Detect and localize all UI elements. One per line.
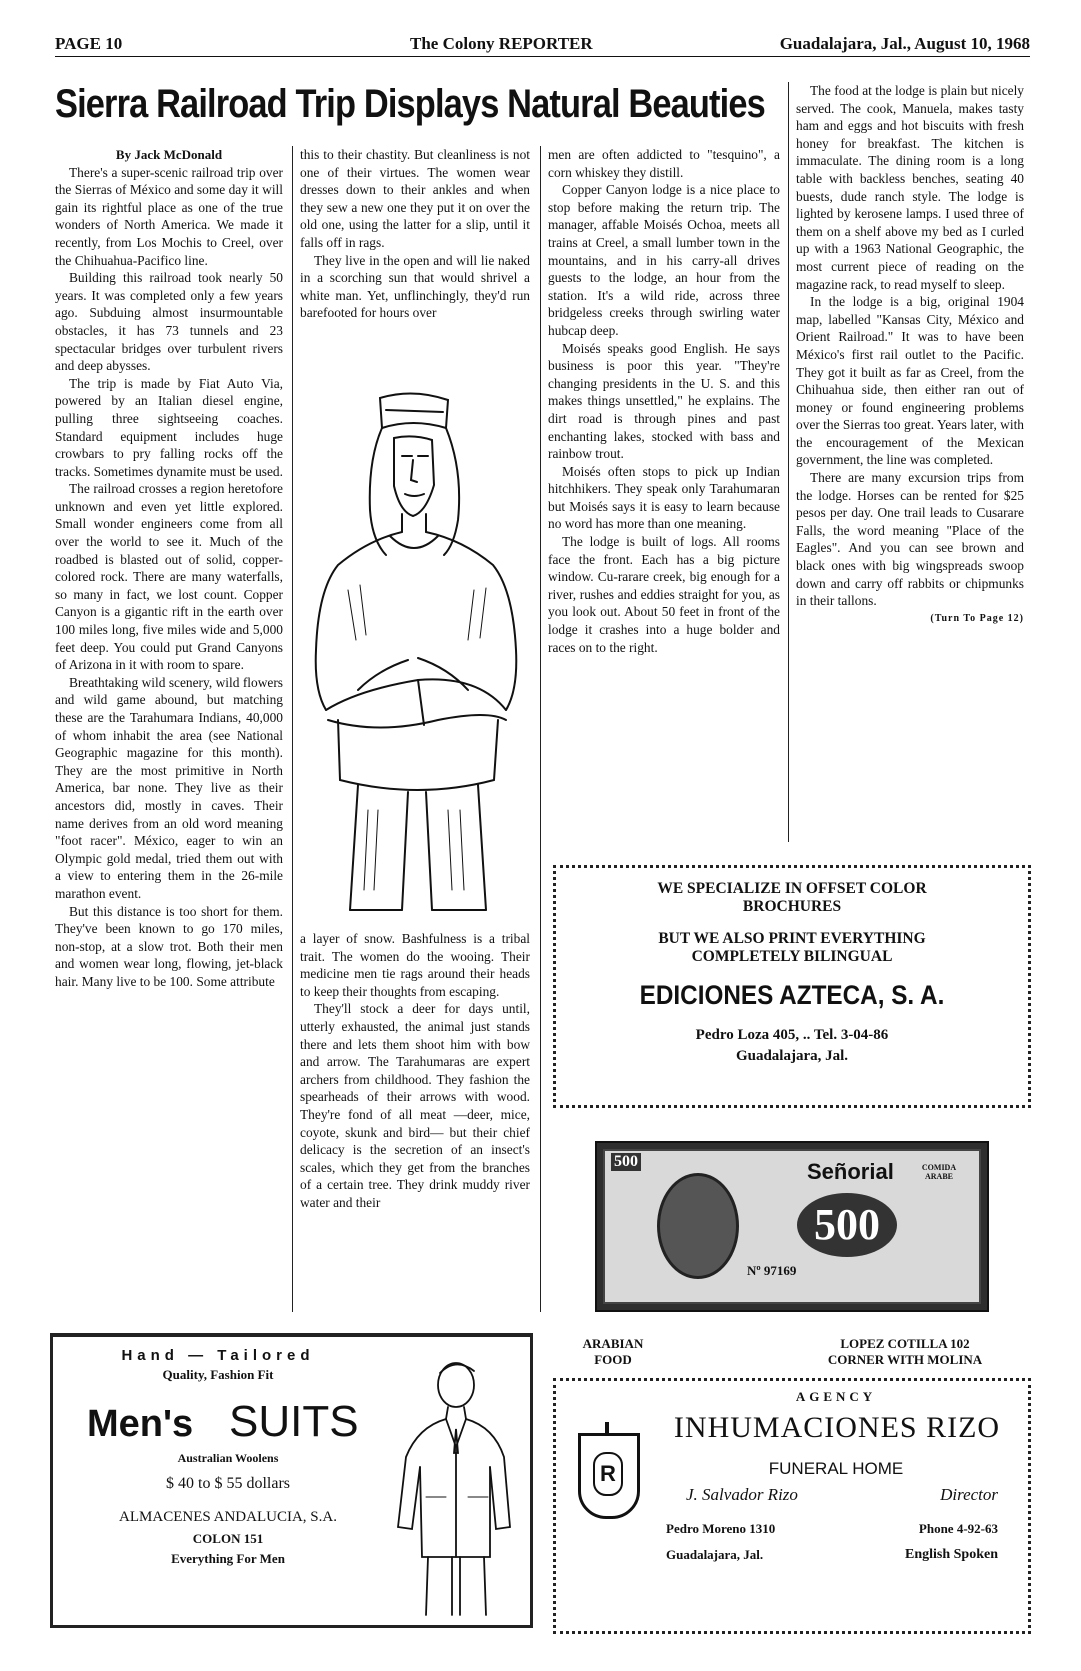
banknote-corner-value: 500 [611, 1153, 641, 1171]
suits-street: COLON 151 [192, 1531, 264, 1546]
rizo-owner: J. Salvador Rizo [686, 1485, 798, 1504]
rizo-logo-letters: R [593, 1452, 623, 1496]
paragraph: Building this railroad took nearly 50 years. It was completed only a few years ago. Subduing almost insurmountable obstacles, it has 73 tunnels and 23 spectacular bridges over turbulent rivers and deep abysses. [55, 270, 283, 374]
ad-label-left [553, 1336, 673, 1368]
article-column-1 [55, 146, 283, 991]
ad-label-line: FOOD [594, 1352, 632, 1367]
suits-fit: Quality, Fashion Fit [162, 1367, 274, 1382]
rizo-name: INHUMACIONES RIZO [673, 1411, 1001, 1444]
ad-senorial [553, 1122, 1025, 1367]
ad-label-right [785, 1336, 1025, 1368]
suits-price: $ 40 to $ 55 dollars [166, 1475, 290, 1492]
paragraph: They live in the open and will lie naked in a scorching sun that would shrivel a white man. Yet, unflinchingly, they'd run barefooted for hours over [300, 252, 530, 321]
banknote-serial: Nº 97169 [747, 1263, 797, 1278]
rizo-subtitle: FUNERAL HOME [768, 1459, 904, 1478]
page-number: PAGE 10 [55, 34, 123, 53]
article-column-2-bottom [300, 930, 530, 1212]
article-column-2-top [300, 146, 530, 322]
suits-title-b: SUITS [229, 1397, 359, 1446]
rizo-owner-title: Director [940, 1485, 998, 1504]
banknote-value: 500 [814, 1200, 880, 1249]
paragraph: Breathtaking wild scenery, wild flowers and wild game abound, but matching these are the Tarahumara Indians, 40,000 of whom inhabit the area (see National Geographic magazine for this month). They are the most primitive in North America, bar none. They live as their ancestors did, mostly in caves. Their name derives from an old word meaning "foot racer". México, eager to win an Olympic gold medal, tried them out with a view to entering them in the 26-mile marathon event. [55, 674, 283, 901]
rizo-street: Pedro Moreno 1310 [666, 1521, 776, 1536]
dateline: Guadalajara, Jal., August 10, 1968 [779, 34, 1030, 53]
masthead [55, 30, 1030, 58]
paragraph: The trip is made by Fiat Auto Via, powered by an Italian diesel engine, pulling three sightseeing coaches. Standard equipment includes huge crowbars to pry falling rocks off the tracks. Sometimes dynamite must be used. [55, 375, 283, 479]
masthead-rule [55, 56, 1030, 57]
ad-address: Pedro Loza 405, .. Tel. 3-04-86 [695, 1027, 889, 1043]
paragraph: this to their chastity. But cleanliness is not one of their virtues. The women wear dresses down to their ankles and when they sew a new one they put it on over the old one, using the latter for a slip, until it falls off in rags. [300, 147, 530, 250]
ad-label-line: CORNER WITH MOLINA [827, 1352, 983, 1367]
paper-name: The Colony REPORTER [410, 34, 593, 53]
paragraph: The railroad crosses a region heretofore unknown and even yet little explored. Small wonder engineers come from all over the world to see it. Much of the roadbed is blasted out of solid, copper-colored rock. There are many waterfalls, so many in fact, we lost count. Copper Canyon is a gigantic rift in the earth over 100 miles long, five miles wide and 5,000 feet deep. You could put Grand Canyons of Arizona in it with room to spare. [55, 481, 283, 673]
ad-ediciones-azteca [553, 865, 1031, 1108]
ad-company-name: EDICIONES AZTECA, S. A. [639, 980, 945, 1010]
article-column-3 [548, 146, 780, 656]
ad-inhumaciones-rizo [553, 1378, 1031, 1634]
paragraph: There are many excursion trips from the lodge. Horses can be rented for $25 pesos per day. One trail leads to Cusarare Falls, the word meaning "Place of the Eagles". And you can see brown and black ones with big wingspreads swoop down and carry off rabbits or chipmunks in their tallons. [796, 470, 1024, 609]
banknote-side-text: COMIDA ARABE [921, 1163, 957, 1181]
paragraph: In the lodge is a big, original 1904 map, labelled "Kansas City, México and Orient Railroad." It was to have been México's first rail outlet to the Pacific. They got it built as far as Creel, from the Chihuahua side, then either ran out of money or found engineering problems over the Sierras too great. Years later, with the encouragement of the Mexican government, the line was completed. [796, 294, 1024, 468]
paragraph: Moisés speaks good English. He says business is poor this year. "They're changing presidents in the U. S. and this makes things unsettled," he explains. The dirt road is through pines and past enchanting lakes, stocked with bass and rainbow trout. [548, 340, 780, 462]
column-rule [788, 82, 789, 842]
ad-line: BUT WE ALSO PRINT EVERYTHING [658, 930, 926, 947]
paragraph: Copper Canyon lodge is a nice place to stop before making the return trip. The manager, affable Moisés Ochoa, meets all trains at Creel, a small lumber town in the mountains, and in his carry-all drives guests to the lodge, an hour from the station. It's a wild ride, across three bridgeless creeks through swirling water hubcap deep. [548, 182, 780, 338]
ad-label-line: LOPEZ COTILLA 102 [840, 1336, 970, 1351]
rizo-logo-icon [578, 1433, 640, 1519]
rizo-phone: Phone 4-92-63 [918, 1521, 998, 1536]
suits-title-a: Men's [87, 1403, 194, 1445]
ad-mens-suits [50, 1333, 533, 1628]
rizo-city: Guadalajara, Jal. [666, 1547, 764, 1562]
ad-line: BROCHURES [742, 898, 842, 915]
ad-line: WE SPECIALIZE IN OFFSET COLOR [657, 880, 927, 897]
ad-line: COMPLETELY BILINGUAL [691, 948, 893, 965]
paragraph: There's a super-scenic railroad trip over the Sierras of México and some day it will gain its rightful place as one of the true wonders of North America. We made it recently, from Los Mochis to Creel, over the Chihuahua-Pacifico line. [55, 164, 283, 268]
paragraph: But this distance is too short for them. They've been known to go 170 miles, non-stop, at a slow trot. Both their men and women wear long, flowing, jet-black hair. Many live to be 100. Some attribute [55, 903, 283, 989]
suits-slogan: Everything For Men [171, 1551, 285, 1566]
portrait-icon [657, 1173, 739, 1279]
rizo-language: English Spoken [905, 1547, 998, 1562]
continued-notice: (Turn To Page 12) [930, 612, 1024, 624]
paragraph: a layer of snow. Bashfulness is a tribal trait. The women do the wooing. Their medicine men tie rags around their heads to keep their thoughts from escaping. [300, 931, 530, 999]
suits-fabric: Australian Woolens [177, 1451, 279, 1465]
rizo-agency: AGENCY [795, 1389, 877, 1404]
paragraph: They'll stock a deer for days until, utterly exhausted, the animal just stands there and lets them shoot him with bow and arrow. The Tarahumaras are expert archers from childhood. They fashion the spearheads of their arrows with wood. They're fond of all meat —deer, mice, coyote, skunk and bird— but their chief delicacy is the secretion of an insect's scales, which they get from the branches of a certain tree. They drink muddy river water and their [300, 1001, 530, 1210]
column-rule [292, 146, 293, 1312]
ad-city: Guadalajara, Jal. [735, 1048, 849, 1064]
suits-store: ALMACENES ANDALUCIA, S.A. [119, 1509, 337, 1525]
suited-man-illustration [388, 1357, 518, 1617]
column-rule [540, 146, 541, 1312]
paragraph: The lodge is built of logs. All rooms face the front. Each has a big picture window. Cu-rarare creek, big enough for a river, rushes and eddies straight for you, as you look out. About 50 feet in front of the lodge it crashes into a huge bolder and races on to the right. [548, 534, 780, 655]
paragraph: Moisés often stops to pick up Indian hitchhikers. They speak only Tarahumaran but Moisés says it is easy to learn because no word has more than one meaning. [548, 463, 780, 532]
banknote-brand: Señorial [807, 1159, 894, 1184]
banknote-image [595, 1141, 989, 1312]
headline: Sierra Railroad Trip Displays Natural Beauties [55, 82, 765, 126]
byline: By Jack McDonald [115, 147, 223, 162]
ad-label-line: ARABIAN [582, 1336, 644, 1351]
article-column-4 [796, 82, 1024, 627]
suits-tagline: Hand — Tailored [121, 1347, 315, 1364]
tarahumara-illustration [298, 390, 536, 920]
paragraph: The food at the lodge is plain but nicely served. The cook, Manuela, makes tasty ham and eggs and hot biscuits with fresh honey for breakfast. The kitchen is immaculate. The dining room is a long table with backless benches, seating 40 buests, dude ranch style. The lodge is lighted by kerosene lamps. I used three of them on a shelf above my bed as I curled up with a 1963 National Geographic, the most current piece of reading on the magazine rack, to read myself to sleep. [796, 83, 1024, 292]
paragraph: men are often addicted to "tesquino", a corn whiskey they distill. [548, 147, 780, 180]
